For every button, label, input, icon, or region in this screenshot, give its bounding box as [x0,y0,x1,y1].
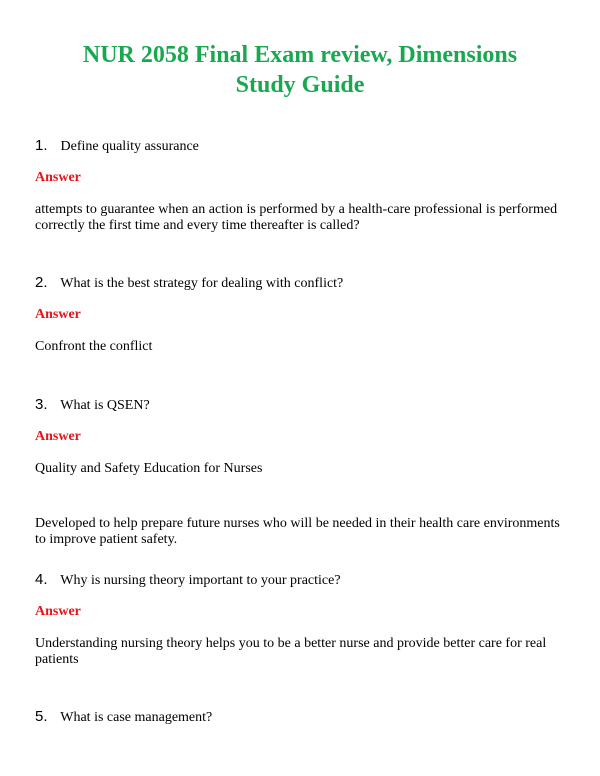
answer-label: Answer [35,604,81,619]
answer-label: Answer [35,429,81,444]
question-text: Define quality assurance [60,139,199,154]
title-line-2: Study Guide [235,72,365,98]
question-number: 1. [35,137,48,154]
answer-text: attempts to guarantee when an action is performed by a health-care professional is performed correctly the first time and every time thereafter is called? [35,202,558,233]
question-3 [35,397,150,414]
question-number: 2. [35,274,48,291]
question-5 [35,709,212,726]
question-1 [35,138,199,155]
answer-label: Answer [35,170,81,185]
answer-text: Understanding nursing theory helps you to be a better nurse and provide better care for real patients [35,636,547,667]
answer-text: Confront the conflict [35,339,153,354]
document-title [0,40,600,100]
question-text: What is case management? [60,710,213,725]
question-text: What is QSEN? [60,398,150,413]
answer-extra-text: Developed to help prepare future nurses who will be needed in their health care environments to improve patient safety. [35,516,560,547]
question-2 [35,275,343,292]
answer-label: Answer [35,307,81,322]
question-number: 5. [35,708,48,725]
title-line-1: NUR 2058 Final Exam review, Dimensions [82,42,518,68]
question-4 [35,572,341,589]
question-number: 3. [35,396,48,413]
question-text: Why is nursing theory important to your practice? [60,573,341,588]
question-text: What is the best strategy for dealing with conflict? [60,276,344,291]
question-number: 4. [35,571,48,588]
answer-text: Quality and Safety Education for Nurses [35,461,263,476]
